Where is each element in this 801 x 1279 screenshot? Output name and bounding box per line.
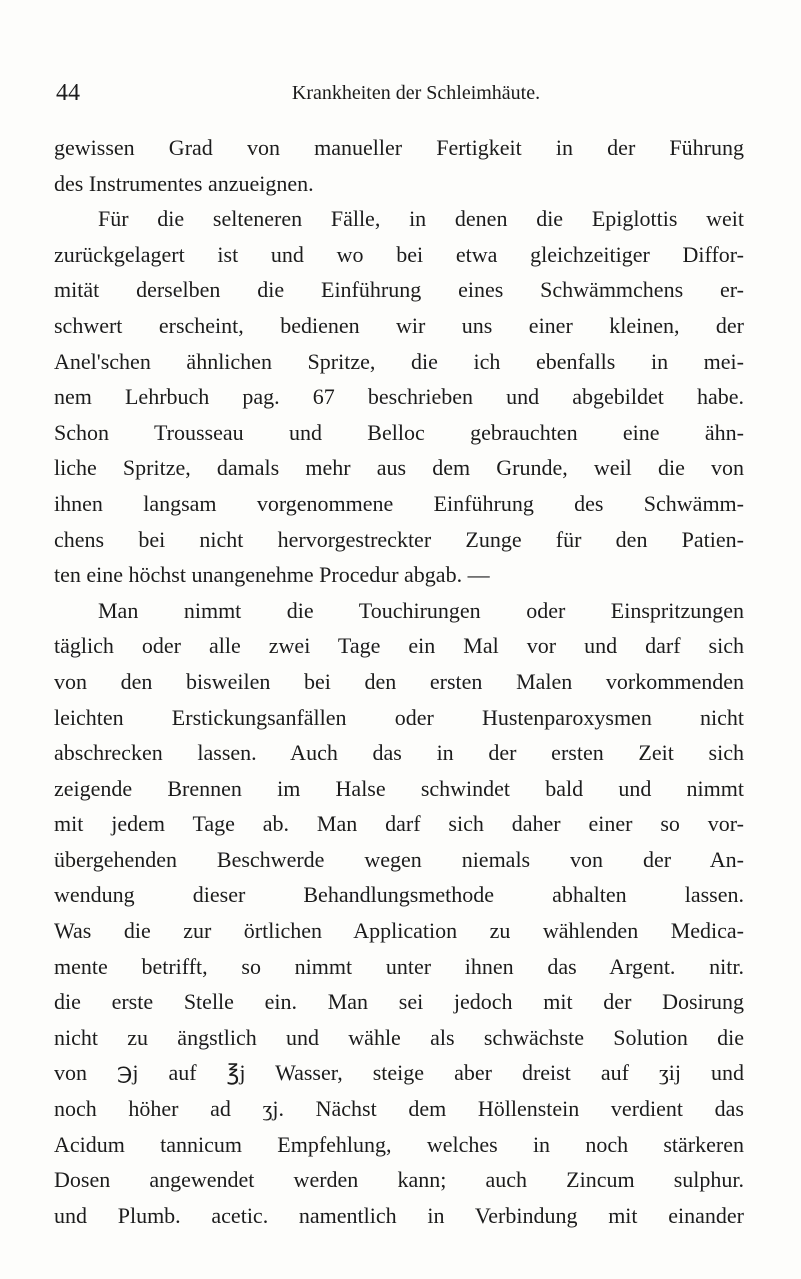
text-line: des Instrumentes anzueignen. [54,170,314,196]
text-line: Was die zur örtlichen Application zu wählenden Medica- [54,918,744,944]
body-text [54,130,744,1233]
text-line: ihnen langsam vorgenommene Einführung des Schwämm- [54,490,744,516]
text-line: Man nimmt die Touchirungen oder Einspritzungen [98,597,744,623]
text-line: noch höher ad ʒj. Nächst dem Höllenstein verdient das [54,1096,744,1122]
text-line: wendung dieser Behandlungsmethode abhalten lassen. [54,882,744,908]
text-line: und Plumb. acetic. namentlich in Verbindung mit einander [54,1202,744,1228]
page-header [56,78,746,108]
text-line: Anel'schen ähnlichen Spritze, die ich ebenfalls in mei- [54,348,744,374]
page-number: 44 [56,80,80,106]
text-line: mit jedem Tage ab. Man darf sich daher einer so vor- [54,811,744,837]
text-line: von den bisweilen bei den ersten Malen vorkommenden [54,668,744,694]
running-head: Krankheiten der Schleimhäute. [291,82,541,104]
text-line: schwert erscheint, bedienen wir uns einer kleinen, der [54,312,744,338]
text-line: Für die selteneren Fälle, in denen die Epiglottis weit [98,206,744,232]
text-line: chens bei nicht hervorgestreckter Zunge für den Patien- [54,526,744,552]
text-line: liche Spritze, damals mehr aus dem Grunde, weil die von [54,455,744,481]
text-line: die erste Stelle ein. Man sei jedoch mit der Dosirung [54,989,744,1015]
text-line: mität derselben die Einführung eines Schwämmchens er- [54,277,744,303]
text-line: Dosen angewendet werden kann; auch Zincum sulphur. [54,1167,744,1193]
text-line: übergehenden Beschwerde wegen niemals von der An- [54,846,744,872]
text-line: abschrecken lassen. Auch das in der ersten Zeit sich [54,740,744,766]
text-line: von ℈j auf ℥j Wasser, steige aber dreist auf ʒij und [54,1060,744,1086]
text-line: zurückgelagert ist und wo bei etwa gleichzeitiger Diffor- [54,241,744,267]
text-line: Acidum tannicum Empfehlung, welches in noch stärkeren [54,1131,744,1157]
text-line: nem Lehrbuch pag. 67 beschrieben und abgebildet habe. [54,384,744,410]
text-line: ten eine höchst unangenehme Procedur abgab. — [54,562,490,588]
text-line: Schon Trousseau und Belloc gebrauchten eine ähn- [54,419,744,445]
text-line: leichten Erstickungsanfällen oder Hustenparoxysmen nicht [54,704,744,730]
text-line: täglich oder alle zwei Tage ein Mal vor und darf sich [54,633,744,659]
text-line: gewissen Grad von manueller Fertigkeit in der Führung [54,135,744,160]
text-line: mente betrifft, so nimmt unter ihnen das Argent. nitr. [54,953,744,979]
text-line: zeigende Brennen im Halse schwindet bald und nimmt [54,775,744,801]
text-line: nicht zu ängstlich und wähle als schwächste Solution die [54,1024,744,1050]
